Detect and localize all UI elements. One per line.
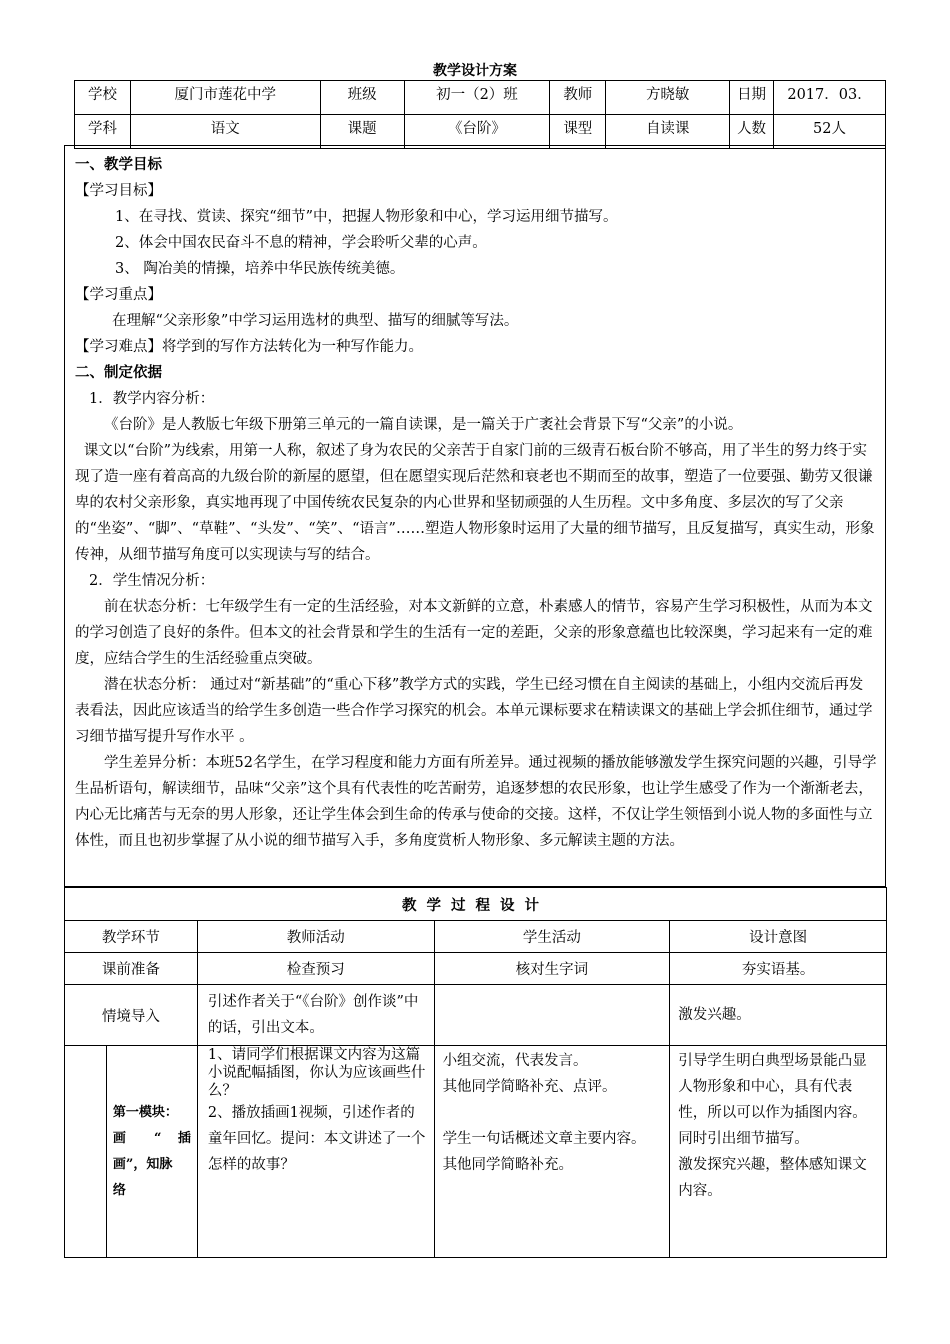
intro-teacher: 引述作者关于“《台阶》创作谈”中的话，引出文本。 <box>197 985 434 1046</box>
document-title: 教学设计方案 <box>433 63 517 79</box>
prep-stage: 课前准备 <box>65 953 198 985</box>
info-label-count: 人数 <box>730 115 774 149</box>
info-value-date: 2017．03． <box>774 81 886 115</box>
module-1-label-line: 画”，知脉 <box>112 1156 173 1172</box>
info-label-school: 学校 <box>75 81 131 115</box>
module-1-label-line: 络 <box>112 1182 126 1198</box>
prep-intent: 夯实语基。 <box>670 953 887 985</box>
info-value-subject: 语文 <box>130 115 320 149</box>
info-label-teacher: 教师 <box>550 81 606 115</box>
goal-item: 2、体会中国农民奋斗不息的精神，学会聆听父辈的心声。 <box>115 235 487 251</box>
module-1-intent-line: 激发探究兴趣，整体感知课文内容。 <box>678 1157 867 1199</box>
col-teacher: 教师活动 <box>197 921 434 953</box>
info-value-lesson-type: 自读课 <box>606 115 730 149</box>
section-1-title: 一、教学目标 <box>75 156 162 173</box>
content-analysis-para: 课文以“台阶”为线索，用第一人称，叙述了身为农民的父亲苦于自家门前的三级青石板台阶不够高，用了半生的努力终于实现了造一座有着高高的九级台阶的新屋的愿望，但在愿望实现后茫然和衰老也不期而至的故事，塑造了一位要强、勤劳又很谦卑的农村父亲形象，真实地再现了中国传统农民复杂的内心世界和坚韧顽强的人生历程。文中多角度、多层次的写了父亲的“坐姿”、“脚”、“草鞋”、“头发”、“笑”、“语言”……塑造人物形象时运用了大量的细节描写，且反复描写，真实生动，形象传神，从细节描写角度可以实现读与写的结合。 <box>75 443 875 563</box>
student-analysis-para: 学生差异分析：本班52名学生，在学习程度和能力方面有所差异。通过视频的播放能够激发学生探究问题的兴趣，引导学生品析语句，解读细节，品味“父亲”这个具有代表性的吃苦耐劳，追逐梦想的农民形象，也让学生感受了作为一个渐渐老去，内心无比痛苦与无奈的男人形象，还让学生体会到生命的传承与使命的交接。这样，不仅让学生领悟到小说人物的多面性与立体性，而且也初步掌握了从小说的细节描写入手，多角度赏析人物形象、多元解读主题的方法。 <box>75 755 877 849</box>
content-analysis-para: 《台阶》是人教版七年级下册第三单元的一篇自读课，是一篇关于广袤社会背景下写“父亲”的小说。 <box>104 417 743 433</box>
module-1-intent <box>670 1046 887 1258</box>
info-value-teacher: 方晓敏 <box>606 81 730 115</box>
focus-text: 在理解“父亲形象”中学习运用选材的典型、描写的细腻等写法。 <box>112 313 519 329</box>
module-blank-cell <box>65 1046 107 1258</box>
section-2-title: 二、制定依据 <box>75 364 162 381</box>
module-1-teacher-q2: 2、播放插画1视频，引述作者的童年回忆。提问：本文讲述了一个怎样的故事？ <box>207 1105 426 1173</box>
prep-student: 核对生字词 <box>434 953 670 985</box>
goals-label: 【学习目标】 <box>75 183 162 199</box>
module-1-label-line: 画 “ 插 <box>112 1130 191 1146</box>
intro-stage: 情境导入 <box>65 985 198 1046</box>
student-analysis-para: 前在状态分析：七年级学生有一定的生活经验，对本文新鲜的立意，朴素感人的情节，容易产生学习积极性，从而为本文的学习创造了良好的条件。但本文的社会背景和学生的生活有一定的差距，父亲的形象意蕴也比较深奥，学习起来有一定的难度，应结合学生的生活经验重点突破。 <box>75 599 873 667</box>
module-1-label <box>106 1046 197 1258</box>
student-analysis-title: 2．学生情况分析： <box>89 573 215 589</box>
process-table <box>64 887 887 1258</box>
goal-item: 1、在寻找、赏读、探究“细节”中，把握人物形象和中心，学习运用细节描写。 <box>115 209 618 225</box>
process-header: 教学过程设计 <box>65 888 887 921</box>
info-label-class: 班级 <box>320 81 404 115</box>
module-1-student-line: 小组交流，代表发言。 <box>442 1053 588 1069</box>
module-1-row <box>65 1046 887 1258</box>
info-value-topic: 《台阶》 <box>404 115 550 149</box>
module-1-student <box>434 1046 670 1258</box>
module-1-teacher <box>197 1046 434 1258</box>
prep-row <box>65 953 887 985</box>
module-1-teacher-q1: 1、请同学们根据课文内容为这篇小说配幅插图，你认为应该画些什么？ <box>207 1047 426 1099</box>
info-value-school: 厦门市莲花中学 <box>130 81 320 115</box>
module-1-intent-line: 引导学生明白典型场景能凸显人物形象和中心，具有代表性，所以可以作为插图内容。同时引出细节描写。 <box>678 1053 867 1147</box>
module-1-student-line: 学生一句话概述文章主要内容。 <box>442 1131 646 1147</box>
content-analysis-title: 1．教学内容分析： <box>89 391 215 407</box>
info-row-2 <box>75 115 886 149</box>
module-1-student-line: 其他同学简略补充。 <box>442 1157 574 1173</box>
info-label-lesson-type: 课型 <box>550 115 606 149</box>
col-stage: 教学环节 <box>65 921 198 953</box>
col-intent: 设计意图 <box>670 921 887 953</box>
intro-intent: 激发兴趣。 <box>670 985 887 1046</box>
focus-label: 【学习重点】 <box>75 287 162 303</box>
prep-teacher: 检查预习 <box>197 953 434 985</box>
goal-item: 3、 陶冶美的情操，培养中华民族传统美德。 <box>115 261 405 277</box>
module-1-label-line: 第一模块： <box>112 1104 178 1120</box>
info-value-class: 初一（2）班 <box>404 81 550 115</box>
intro-row <box>65 985 887 1046</box>
info-label-subject: 学科 <box>75 115 131 149</box>
process-columns-row <box>65 921 887 953</box>
content-box <box>64 145 886 887</box>
info-row-1 <box>75 81 886 115</box>
info-value-count: 52人 <box>774 115 886 149</box>
info-label-topic: 课题 <box>320 115 404 149</box>
intro-student <box>434 985 670 1046</box>
module-1-student-line: 其他同学简略补充、点评。 <box>442 1079 617 1095</box>
info-table <box>74 80 886 149</box>
process-header-row <box>65 888 887 921</box>
info-label-date: 日期 <box>730 81 774 115</box>
student-analysis-para: 潜在状态分析： 通过对“新基础”的“重心下移”教学方式的实践，学生已经习惯在自主阅读的基础上，小组内交流后再发表看法，因此应该适当的给学生多创造一些合作学习探究的机会。本单元课标要求在精读课文的基础上学会抓住细节，通过学习细节描写提升写作水平 。 <box>75 677 873 745</box>
col-student: 学生活动 <box>434 921 670 953</box>
difficulty-text: 【学习难点】将学到的写作方法转化为一种写作能力。 <box>75 339 423 355</box>
